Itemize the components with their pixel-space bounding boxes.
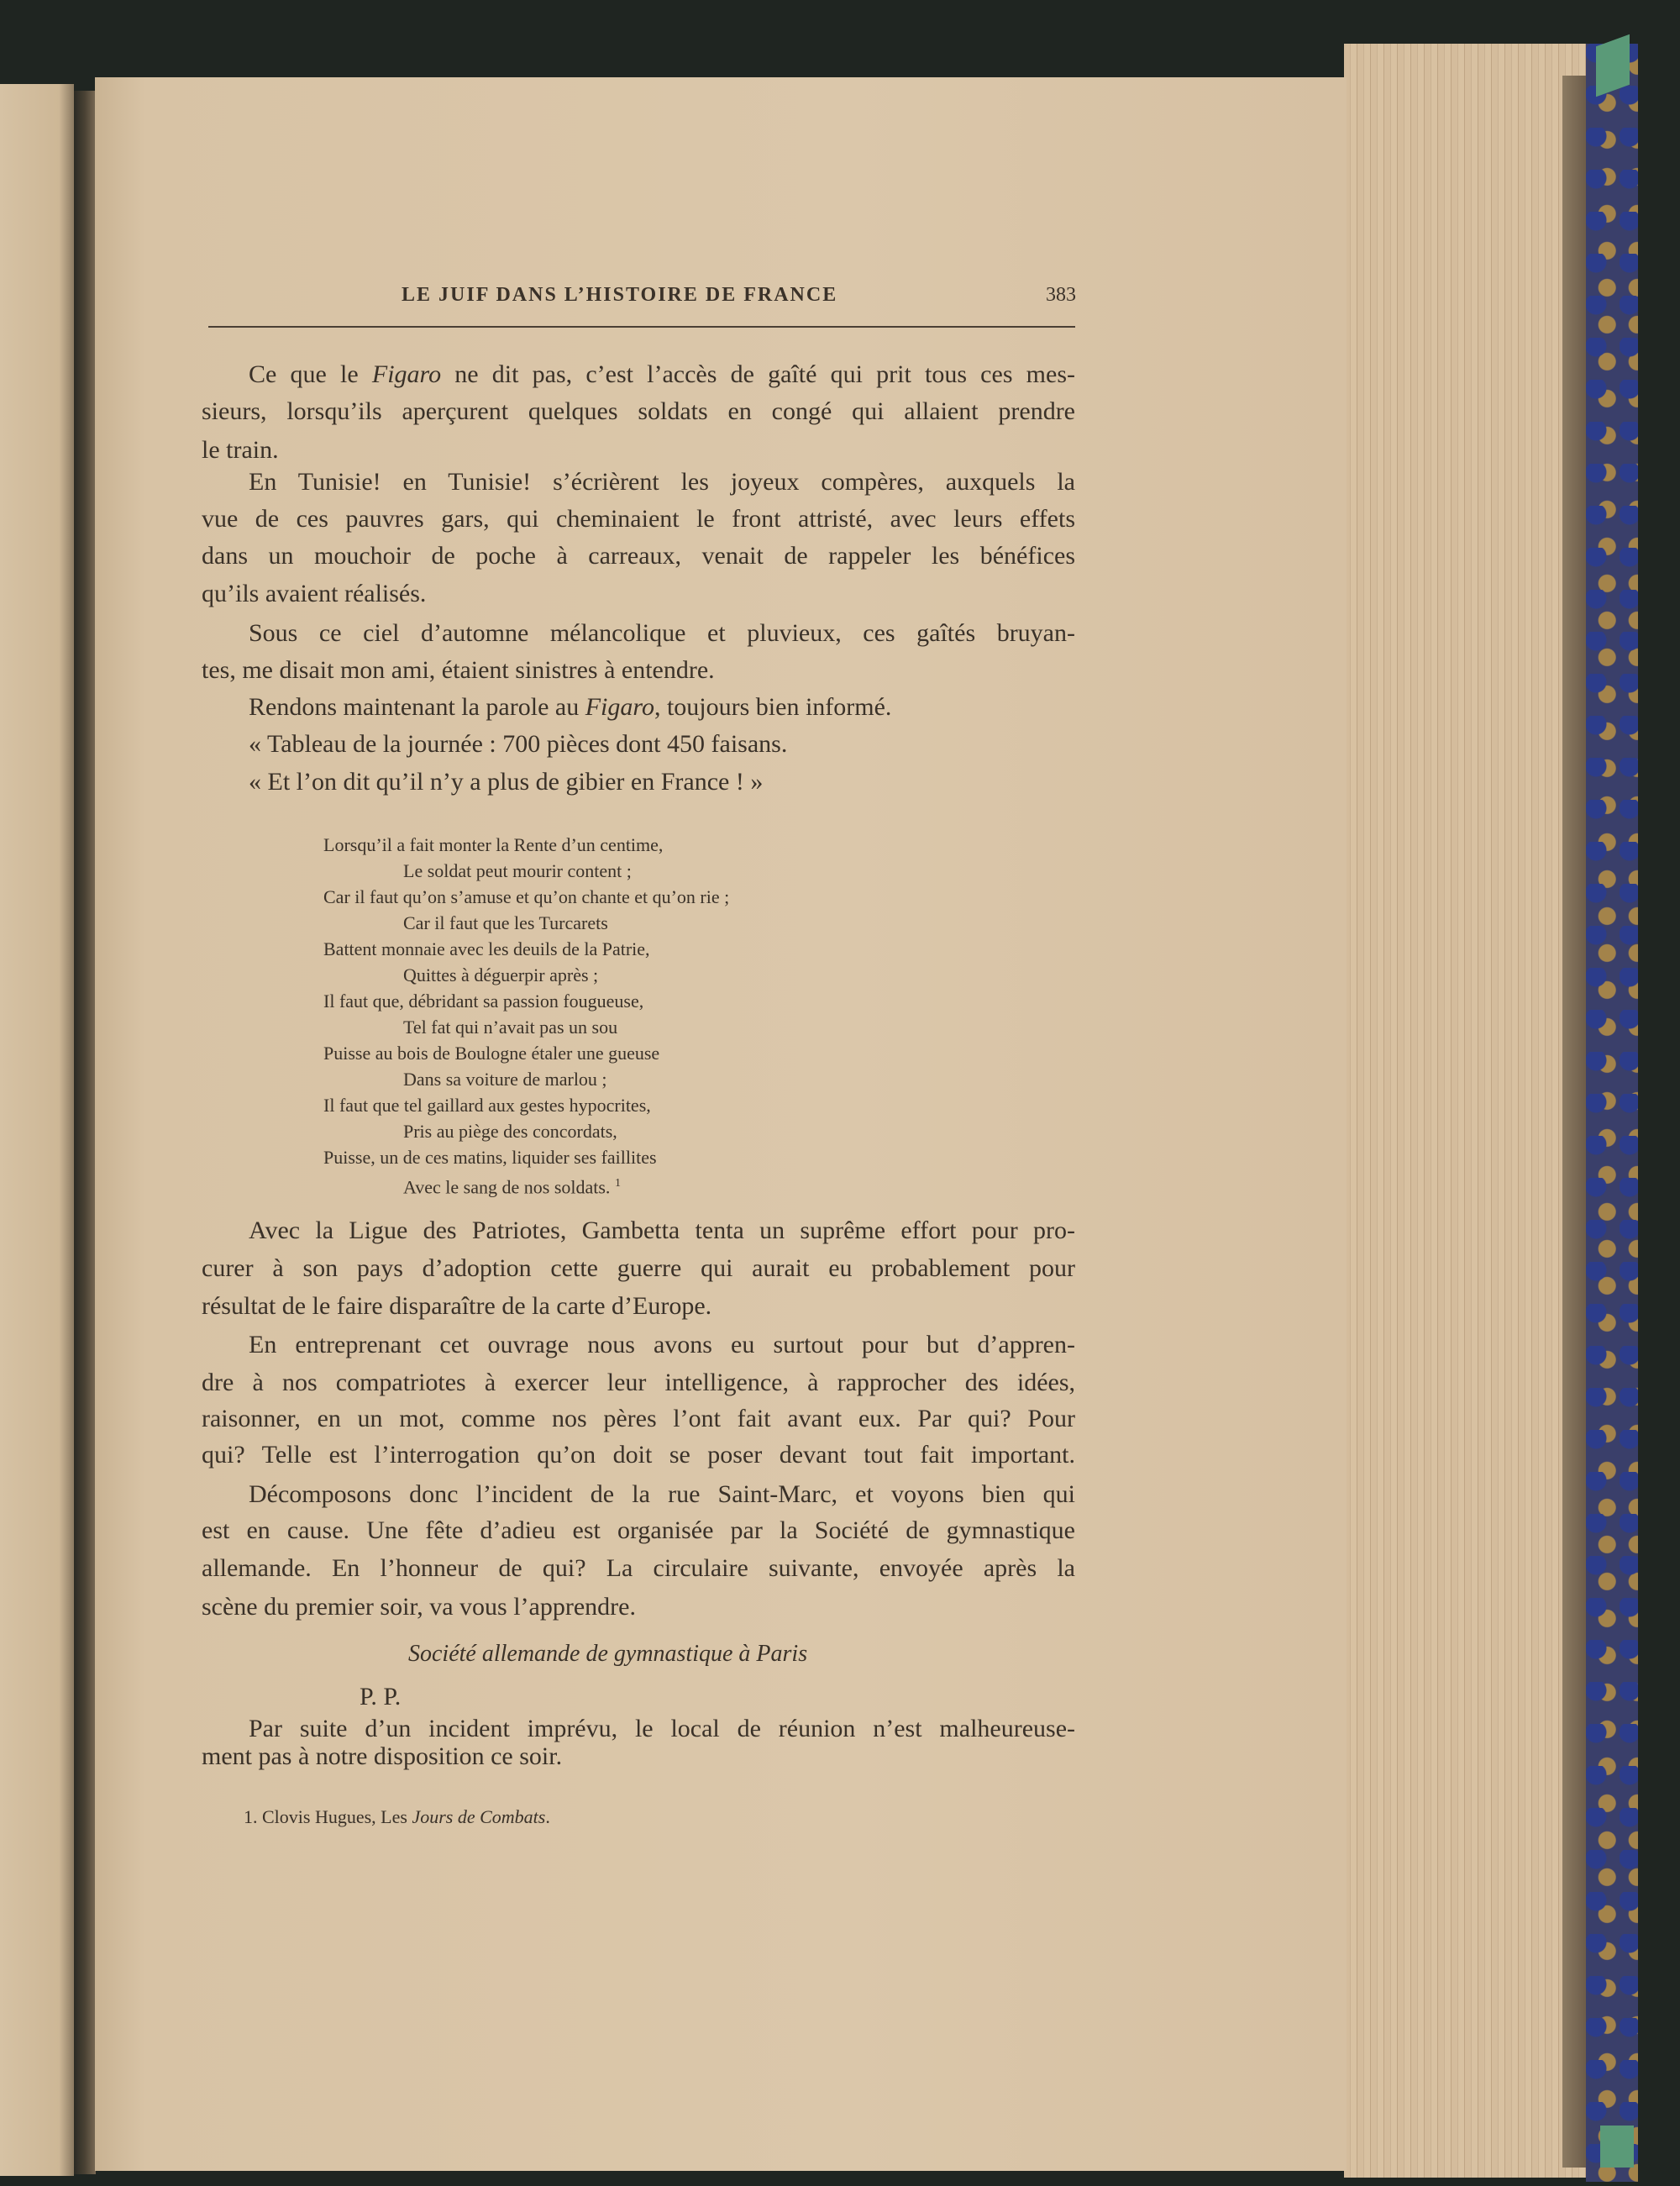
poem-line: Avec le sang de nos soldats. $^1$ — [403, 1176, 621, 1198]
text-line: sieurs, lorsqu’ils aperçurent quelques soldats en congé qui allaient prendre — [202, 397, 1075, 425]
poem-line: Quittes à déguerpir après ; — [403, 964, 599, 985]
text-line: résultat de le faire disparaître de la carte d’Europe. — [202, 1292, 712, 1320]
marbled-cover — [1586, 44, 1638, 2182]
page-number: 383 — [1046, 284, 1076, 306]
text-line: Décomposons donc l’incident de la rue Saint-Marc, et voyons bien qui — [249, 1480, 1075, 1508]
text-line: tes, me disait mon ami, étaient sinistres à entendre. — [202, 656, 715, 684]
poem-line: Le soldat peut mourir content ; — [403, 860, 632, 881]
text-line: Avec la Ligue des Patriotes, Gambetta tenta un suprême effort pour pro- — [249, 1216, 1075, 1244]
poem-line: Puisse au bois de Boulogne étaler une gueuse — [323, 1043, 660, 1064]
poem-line: Pris au piège des concordats, — [403, 1121, 617, 1142]
page-stack-shadow — [1562, 76, 1588, 2168]
text-line: dre à nos compatriotes à exercer leur intelligence, à rapprocher des idées, — [202, 1369, 1075, 1396]
poem-line: Tel fat qui n’avait pas un sou — [403, 1017, 618, 1038]
poem-line: Lorsqu’il a fait monter la Rente d’un centime, — [323, 834, 664, 855]
circular-salutation: P. P. — [360, 1683, 402, 1710]
text-line: curer à son pays d’adoption cette guerre qui aurait eu probablement pour — [202, 1254, 1075, 1282]
page-stack-edge — [1344, 44, 1588, 2178]
text-line: En entreprenant cet ouvrage nous avons eu surtout pour but d’appren- — [249, 1331, 1075, 1358]
left-page-edge — [0, 84, 74, 2176]
poem-line: Puisse, un de ces matins, liquider ses faillites — [323, 1147, 657, 1168]
poem-line: Car il faut qu’on s’amuse et qu’on chante et qu’on rie ; — [323, 886, 730, 907]
text-line: Rendons maintenant la parole au Figaro, toujours bien informé. — [249, 693, 892, 721]
poem-line: Dans sa voiture de marlou ; — [403, 1069, 607, 1090]
poem-line: Il faut que, débridant sa passion fougueuse, — [323, 991, 644, 1012]
poem-line: Il faut que tel gaillard aux gestes hypocrites, — [323, 1095, 651, 1116]
text-line: raisonner, en un mot, comme nos pères l’ont fait avant eux. Par qui? Pour — [202, 1405, 1075, 1432]
text-line: Ce que le Figaro ne dit pas, c’est l’accès de gaîté qui prit tous ces mes- — [249, 360, 1075, 388]
text-line: « Et l’on dit qu’il n’y a plus de gibier en France ! » — [249, 768, 764, 796]
circular-heading: Société allemande de gymnastique à Paris — [408, 1641, 808, 1667]
text-line: dans un mouchoir de poche à carreaux, venait de rappeler les bénéfices — [202, 542, 1075, 570]
text-line: allemande. En l’honneur de qui? La circulaire suivante, envoyée après la — [202, 1554, 1075, 1582]
text-line: Sous ce ciel d’automne mélancolique et pluvieux, ces gaîtés bruyan- — [249, 619, 1075, 647]
book-page — [95, 77, 1347, 2171]
text-line: qui? Telle est l’interrogation qu’on doit se poser devant tout fait important. — [202, 1441, 1075, 1469]
cover-corner-bottom — [1600, 2126, 1634, 2168]
text-line: « Tableau de la journée : 700 pièces dont 450 faisans. — [249, 730, 788, 758]
poem-line: Battent monnaie avec les deuils de la Patrie, — [323, 938, 650, 959]
footnote-ref: 1 — [614, 1177, 621, 1190]
text-line: est en cause. Une fête d’adieu est organisée par la Société de gymnastique — [202, 1516, 1075, 1544]
book-gutter — [74, 91, 96, 2174]
footnote: 1. Clovis Hugues, Les Jours de Combats. — [244, 1806, 550, 1827]
text-line: ment pas à notre disposition ce soir. — [202, 1742, 563, 1770]
header-rule — [208, 326, 1075, 328]
text-line: En Tunisie! en Tunisie! s’écrièrent les joyeux compères, auxquels la — [249, 468, 1075, 496]
text-line: Par suite d’un incident imprévu, le local de réunion n’est malheureuse- — [249, 1715, 1075, 1742]
text-line: scène du premier soir, va vous l’apprendre. — [202, 1593, 636, 1621]
text-line: vue de ces pauvres gars, qui cheminaient le front attristé, avec leurs effets — [202, 505, 1075, 533]
text-line: le train. — [202, 436, 279, 464]
running-title: LE JUIF DANS L’HISTOIRE DE FRANCE — [402, 284, 838, 306]
poem-line: Car il faut que les Turcarets — [403, 912, 608, 933]
text-line: qu’ils avaient réalisés. — [202, 580, 427, 607]
